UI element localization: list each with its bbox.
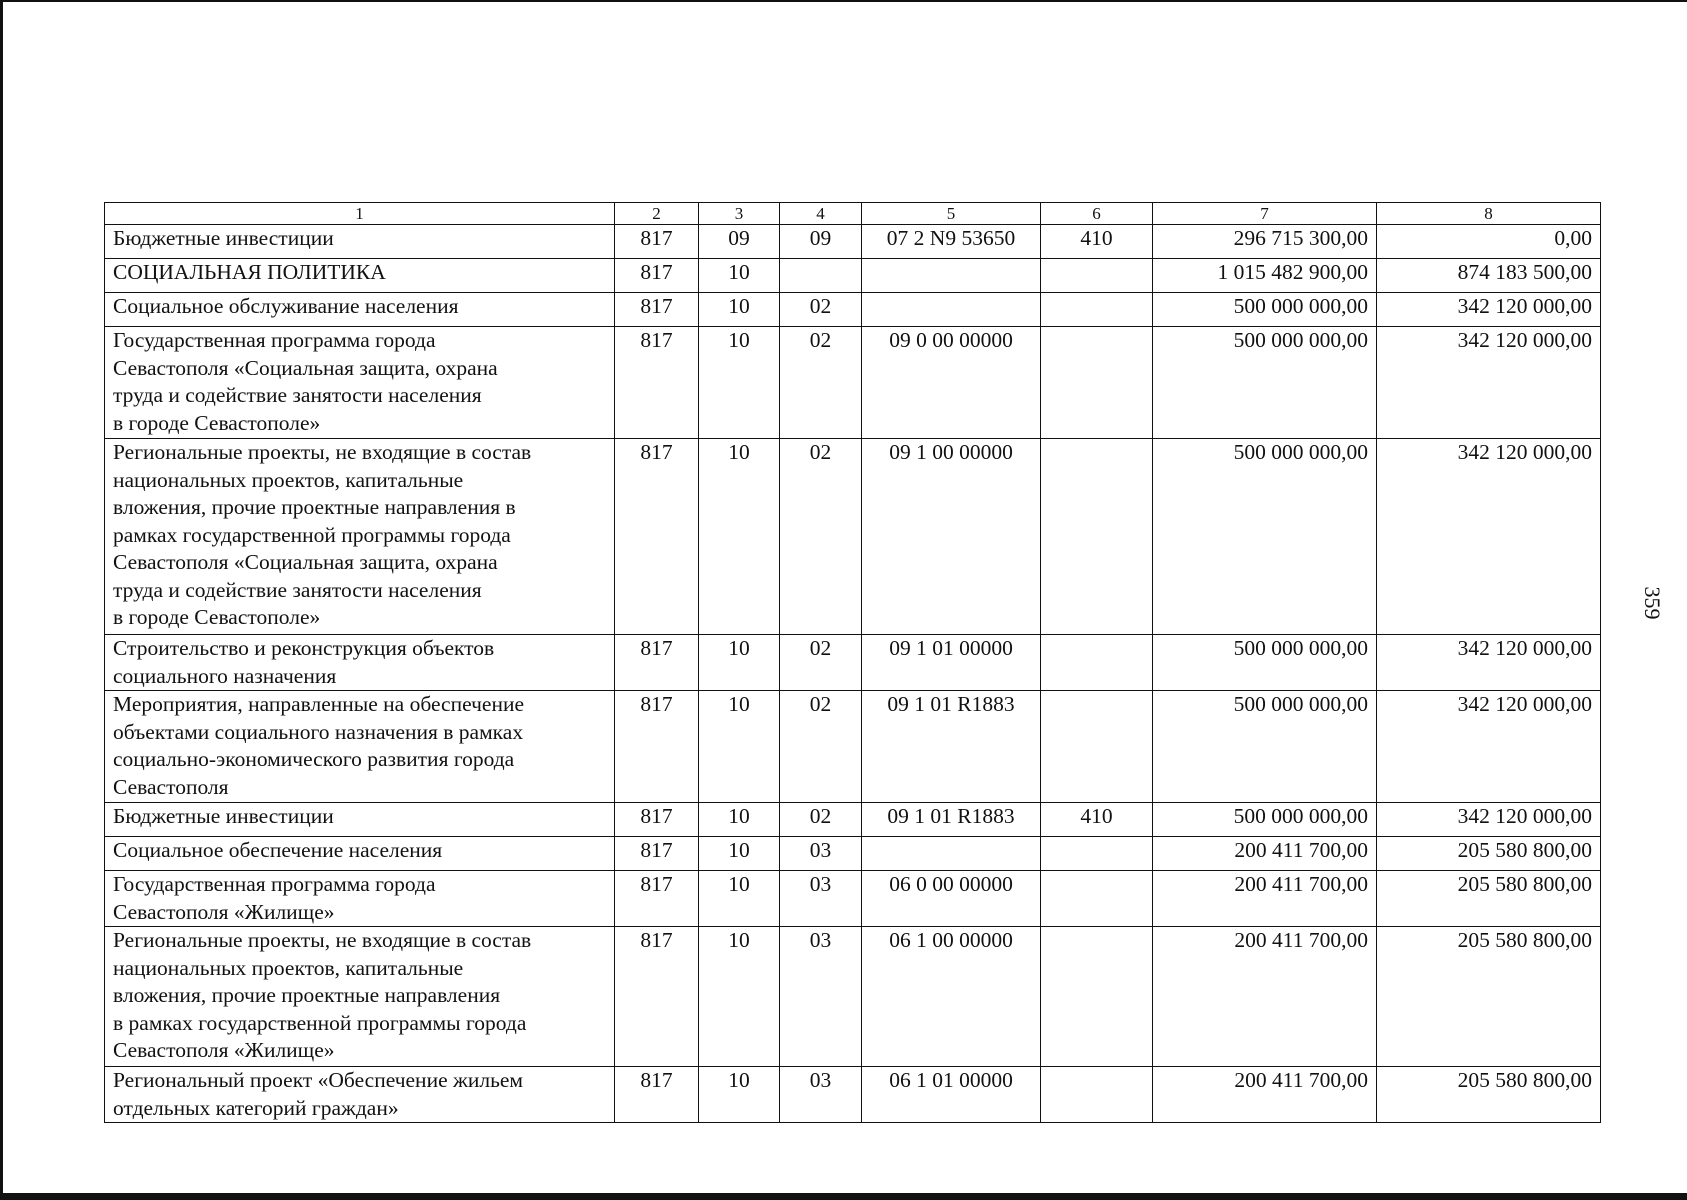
- row-amount-7: 500 000 000,00: [1153, 803, 1377, 837]
- row-name: Государственная программа города Севастополя «Социальная защита, охрана труда и содействие занятости населения в городе Севастополе»: [105, 327, 615, 439]
- row-target-code: 09 1 00 00000: [862, 439, 1041, 635]
- row-amount-8: 342 120 000,00: [1377, 293, 1601, 327]
- row-name: Бюджетные инвестиции: [105, 225, 615, 259]
- row-expense-type: [1041, 327, 1153, 439]
- row-target-code: 09 1 01 R1883: [862, 803, 1041, 837]
- row-name: Социальное обслуживание населения: [105, 293, 615, 327]
- row-target-code: 06 0 00 00000: [862, 871, 1041, 927]
- table-row: [105, 1067, 1601, 1123]
- row-amount-7: 500 000 000,00: [1153, 293, 1377, 327]
- row-ministry-code: 817: [615, 1067, 699, 1123]
- row-ministry-code: 817: [615, 691, 699, 803]
- row-target-code: 09 1 01 R1883: [862, 691, 1041, 803]
- row-target-code: 06 1 01 00000: [862, 1067, 1041, 1123]
- row-section-code: 10: [699, 871, 780, 927]
- row-subsection-code: 09: [780, 225, 862, 259]
- row-section-code: 10: [699, 327, 780, 439]
- row-ministry-code: 817: [615, 225, 699, 259]
- row-section-code: 10: [699, 837, 780, 871]
- table-row: [105, 259, 1601, 293]
- row-subsection-code: [780, 259, 862, 293]
- table-row: [105, 691, 1601, 803]
- header-cell-8: 8: [1377, 203, 1601, 225]
- header-cell-7: 7: [1153, 203, 1377, 225]
- page-number: 359: [1640, 586, 1665, 620]
- row-amount-7: 200 411 700,00: [1153, 927, 1377, 1067]
- row-amount-7: 500 000 000,00: [1153, 439, 1377, 635]
- row-name: Бюджетные инвестиции: [105, 803, 615, 837]
- row-expense-type: [1041, 1067, 1153, 1123]
- row-expense-type: [1041, 927, 1153, 1067]
- table-row: [105, 327, 1601, 439]
- row-amount-8: 874 183 500,00: [1377, 259, 1601, 293]
- row-ministry-code: 817: [615, 635, 699, 691]
- row-amount-8: 342 120 000,00: [1377, 635, 1601, 691]
- row-expense-type: [1041, 439, 1153, 635]
- row-ministry-code: 817: [615, 871, 699, 927]
- row-name: Социальное обеспечение населения: [105, 837, 615, 871]
- row-expense-type: [1041, 259, 1153, 293]
- row-amount-8: 342 120 000,00: [1377, 691, 1601, 803]
- row-target-code: 09 0 00 00000: [862, 327, 1041, 439]
- row-amount-7: 500 000 000,00: [1153, 327, 1377, 439]
- row-section-code: 10: [699, 293, 780, 327]
- row-amount-7: 500 000 000,00: [1153, 691, 1377, 803]
- header-cell-1: 1: [105, 203, 615, 225]
- row-section-code: 10: [699, 439, 780, 635]
- table-row: [105, 293, 1601, 327]
- row-amount-8: 342 120 000,00: [1377, 439, 1601, 635]
- scan-edge-top: [0, 0, 1687, 2]
- budget-table: [104, 202, 1601, 1123]
- row-target-code: 07 2 N9 53650: [862, 225, 1041, 259]
- row-amount-7: 1 015 482 900,00: [1153, 259, 1377, 293]
- row-ministry-code: 817: [615, 327, 699, 439]
- row-target-code: [862, 293, 1041, 327]
- row-subsection-code: 03: [780, 927, 862, 1067]
- row-section-code: 10: [699, 927, 780, 1067]
- row-name: Строительство и реконструкция объектов социального назначения: [105, 635, 615, 691]
- row-amount-8: 342 120 000,00: [1377, 803, 1601, 837]
- row-target-code: [862, 259, 1041, 293]
- table-row: [105, 225, 1601, 259]
- row-name: Региональные проекты, не входящие в состав национальных проектов, капитальные вложения, прочие проектные направления в рамках государственной программы города Севастополя «Жилище»: [105, 927, 615, 1067]
- row-subsection-code: 02: [780, 691, 862, 803]
- row-section-code: 10: [699, 691, 780, 803]
- row-section-code: 09: [699, 225, 780, 259]
- header-cell-3: 3: [699, 203, 780, 225]
- row-name: Государственная программа города Севастополя «Жилище»: [105, 871, 615, 927]
- row-target-code: 09 1 01 00000: [862, 635, 1041, 691]
- row-target-code: [862, 837, 1041, 871]
- table-row: [105, 871, 1601, 927]
- row-subsection-code: 02: [780, 635, 862, 691]
- row-name: Мероприятия, направленные на обеспечение объектами социального назначения в рамках социально-экономического развития города Севастополя: [105, 691, 615, 803]
- table-row: [105, 439, 1601, 635]
- header-cell-6: 6: [1041, 203, 1153, 225]
- table-row: [105, 837, 1601, 871]
- scan-edge-left: [0, 0, 3, 1200]
- row-section-code: 10: [699, 259, 780, 293]
- row-ministry-code: 817: [615, 259, 699, 293]
- row-subsection-code: 02: [780, 803, 862, 837]
- row-ministry-code: 817: [615, 927, 699, 1067]
- row-amount-8: 205 580 800,00: [1377, 871, 1601, 927]
- header-cell-4: 4: [780, 203, 862, 225]
- table-row: [105, 927, 1601, 1067]
- row-amount-8: 205 580 800,00: [1377, 837, 1601, 871]
- row-ministry-code: 817: [615, 439, 699, 635]
- row-name: Региональные проекты, не входящие в состав национальных проектов, капитальные вложения, прочие проектные направления в рамках государственной программы города Севастополя «Социальная защита, охрана труда и содействие занятости населения в городе Севастополе»: [105, 439, 615, 635]
- row-amount-7: 200 411 700,00: [1153, 837, 1377, 871]
- row-subsection-code: 03: [780, 871, 862, 927]
- scan-edge-bottom: [0, 1193, 1687, 1200]
- table-header-row: [105, 203, 1601, 225]
- row-subsection-code: 02: [780, 293, 862, 327]
- row-amount-7: 200 411 700,00: [1153, 871, 1377, 927]
- row-ministry-code: 817: [615, 837, 699, 871]
- row-amount-8: 342 120 000,00: [1377, 327, 1601, 439]
- row-ministry-code: 817: [615, 293, 699, 327]
- row-expense-type: [1041, 871, 1153, 927]
- row-expense-type: 410: [1041, 803, 1153, 837]
- row-subsection-code: 03: [780, 1067, 862, 1123]
- row-section-code: 10: [699, 635, 780, 691]
- row-section-code: 10: [699, 1067, 780, 1123]
- row-amount-7: 296 715 300,00: [1153, 225, 1377, 259]
- table-row: [105, 635, 1601, 691]
- row-expense-type: [1041, 635, 1153, 691]
- row-amount-7: 200 411 700,00: [1153, 1067, 1377, 1123]
- table-row: [105, 803, 1601, 837]
- row-amount-8: 205 580 800,00: [1377, 927, 1601, 1067]
- row-expense-type: [1041, 691, 1153, 803]
- row-target-code: 06 1 00 00000: [862, 927, 1041, 1067]
- row-amount-8: 0,00: [1377, 225, 1601, 259]
- header-cell-2: 2: [615, 203, 699, 225]
- row-name: СОЦИАЛЬНАЯ ПОЛИТИКА: [105, 259, 615, 293]
- row-name: Региональный проект «Обеспечение жильем отдельных категорий граждан»: [105, 1067, 615, 1123]
- header-cell-5: 5: [862, 203, 1041, 225]
- row-amount-8: 205 580 800,00: [1377, 1067, 1601, 1123]
- row-expense-type: 410: [1041, 225, 1153, 259]
- row-section-code: 10: [699, 803, 780, 837]
- row-subsection-code: 02: [780, 439, 862, 635]
- row-amount-7: 500 000 000,00: [1153, 635, 1377, 691]
- row-subsection-code: 02: [780, 327, 862, 439]
- row-expense-type: [1041, 293, 1153, 327]
- row-subsection-code: 03: [780, 837, 862, 871]
- row-ministry-code: 817: [615, 803, 699, 837]
- row-expense-type: [1041, 837, 1153, 871]
